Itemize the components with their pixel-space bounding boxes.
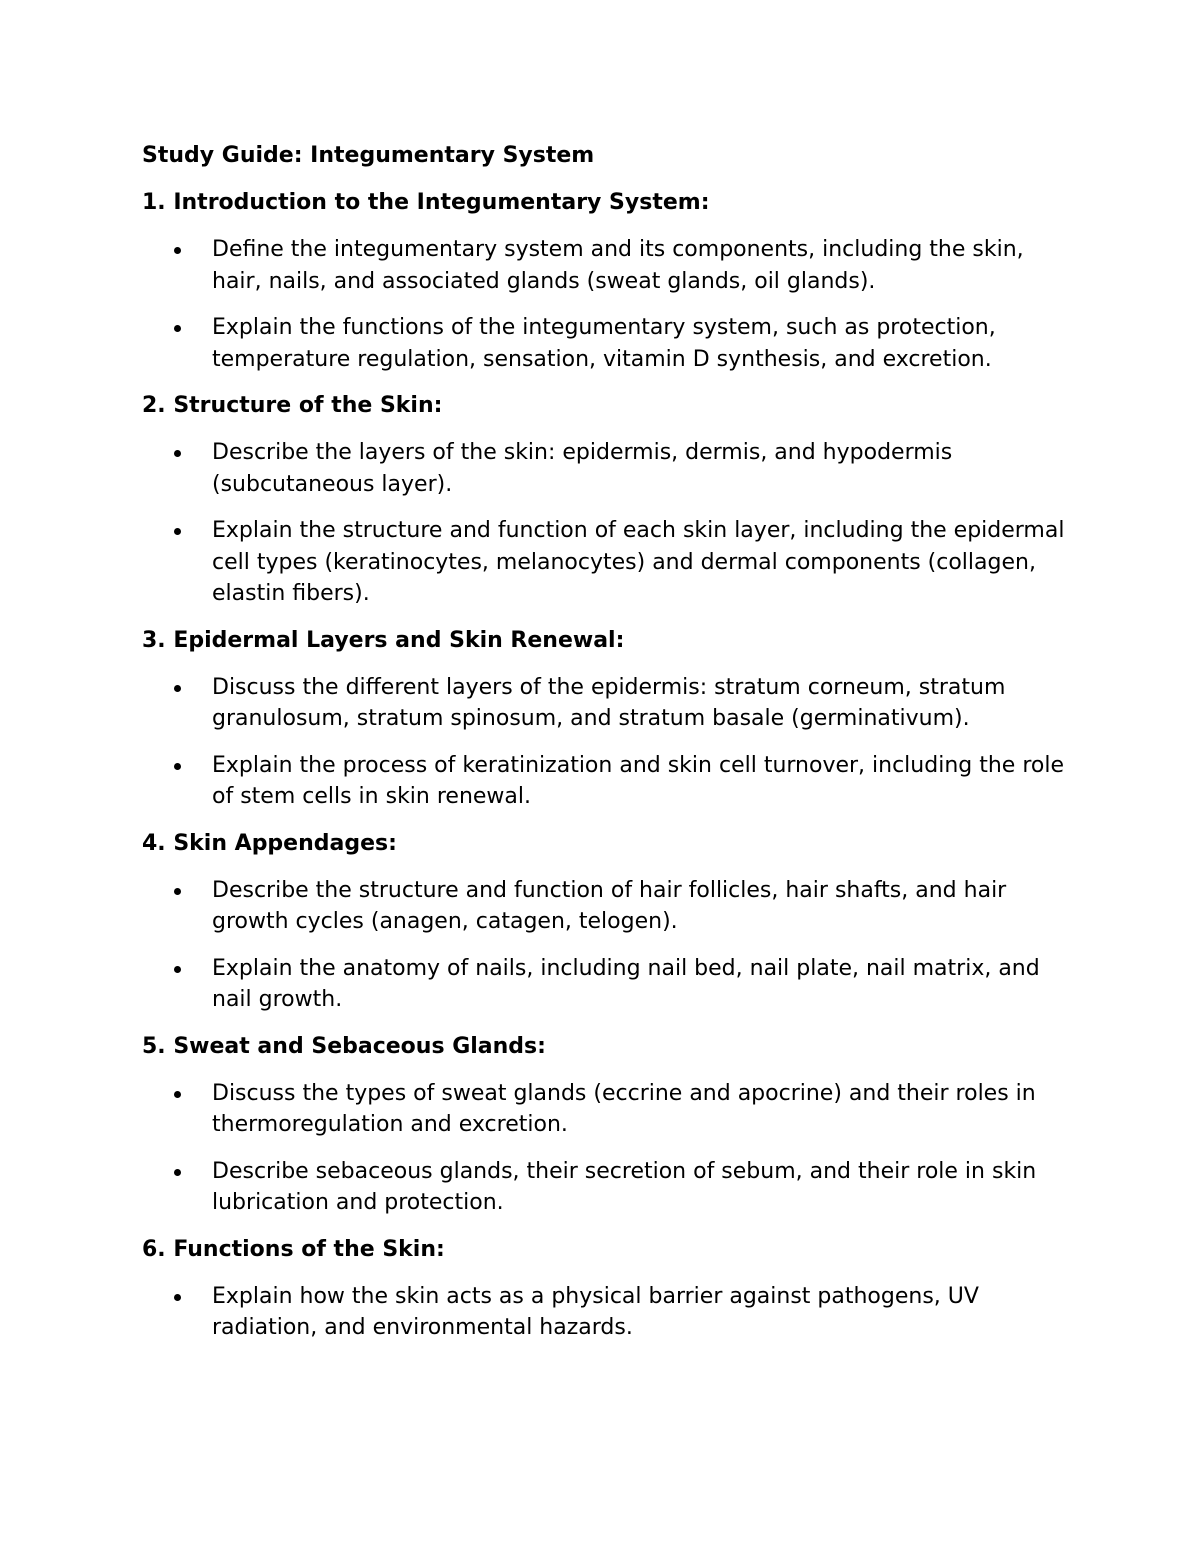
section-epidermal-layers [142,625,1072,813]
bullet-list [142,234,1072,375]
bullet-list [142,1078,1072,1219]
list-item [142,750,1072,813]
section-heading: 6. Functions of the Skin: [142,1236,445,1262]
section-structure-of-skin [142,390,1072,610]
list-item [142,672,1072,735]
list-item-text: Explain the structure and function of each skin layer, including the epidermal cell types (keratinocytes, melanocytes) and dermal components (collagen, elastin fibers). [212,518,1065,606]
list-item [142,1078,1072,1141]
section-heading: 4. Skin Appendages: [142,830,397,856]
list-item-text: Describe the layers of the skin: epidermis, dermis, and hypodermis (subcutaneous layer). [212,440,953,497]
list-item-text: Explain the anatomy of nails, including nail bed, nail plate, nail matrix, and nail growth. [212,955,1040,1012]
list-item-text: Explain the process of keratinization and skin cell turnover, including the role of stem cells in skin renewal. [212,752,1064,809]
bullet-icon [174,450,181,457]
bullet-list [142,437,1072,610]
section-functions-of-skin [142,1234,1072,1344]
list-item [142,234,1072,297]
list-item [142,312,1072,375]
bullet-list [142,672,1072,813]
list-item-text: Discuss the different layers of the epidermis: stratum corneum, stratum granulosum, stratum spinosum, and stratum basale (germinativum). [212,674,1006,731]
list-item [142,875,1072,938]
bullet-icon [174,1294,181,1301]
list-item [142,515,1072,610]
section-introduction [142,187,1072,375]
section-skin-appendages [142,828,1072,1016]
list-item-text: Define the integumentary system and its components, including the skin, hair, nails, and associated glands (sweat glands, oil glands). [212,237,1024,294]
document-title: Study Guide: Integumentary System [142,143,595,168]
list-item-text: Describe the structure and function of hair follicles, hair shafts, and hair growth cycles (anagen, catagen, telogen). [212,877,1007,934]
bullet-icon [174,1091,181,1098]
list-item [142,1281,1072,1344]
section-heading: 1. Introduction to the Integumentary System: [142,190,710,215]
bullet-icon [174,247,181,254]
bullet-list [142,875,1072,1016]
list-item-text: Explain how the skin acts as a physical barrier against pathogens, UV radiation, and environmental hazards. [212,1283,979,1340]
section-heading: 2. Structure of the Skin: [142,393,443,418]
list-item-text: Describe sebaceous glands, their secretion of sebum, and their role in skin lubrication and protection. [212,1158,1037,1215]
section-sweat-sebaceous-glands [142,1031,1072,1219]
section-heading: 3. Epidermal Layers and Skin Renewal: [142,627,625,653]
bullet-icon [174,966,181,973]
section-heading: 5. Sweat and Sebaceous Glands: [142,1033,546,1059]
bullet-icon [174,685,181,692]
bullet-icon [174,763,181,770]
bullet-icon [174,528,181,535]
bullet-list [142,1281,1072,1344]
list-item-text: Discuss the types of sweat glands (eccrine and apocrine) and their roles in thermoregulation and excretion. [212,1080,1036,1137]
document-body [142,140,1072,1359]
list-item [142,1156,1072,1219]
bullet-icon [174,888,181,895]
bullet-icon [174,1169,181,1176]
list-item-text: Explain the functions of the integumentary system, such as protection, temperature regulation, sensation, vitamin D synthesis, and excretion. [212,315,996,372]
list-item [142,953,1072,1016]
bullet-icon [174,325,181,332]
list-item [142,437,1072,500]
